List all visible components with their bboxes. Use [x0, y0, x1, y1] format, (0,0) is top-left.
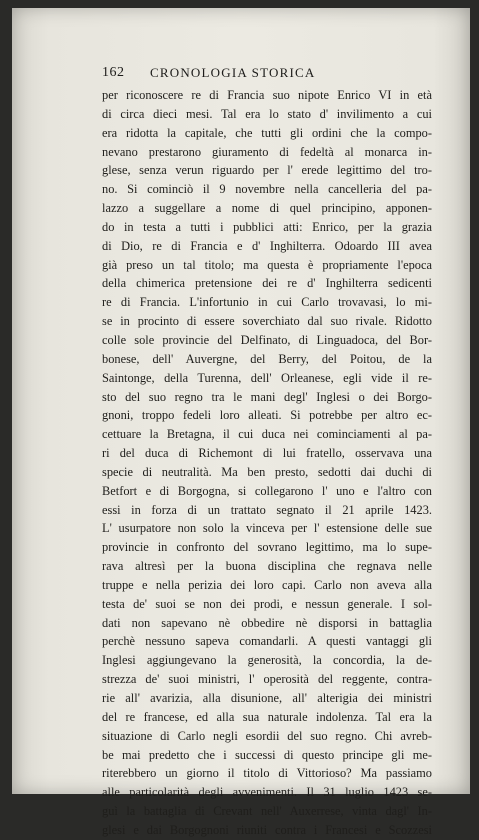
text-line: ri del duca di Richemont di lui fratello, osservava una	[102, 446, 432, 461]
text-line: dati non sapevano nè obbedire nè disporsi in battaglia	[102, 615, 432, 630]
text-line: se in procinto di essere soverchiato dal suo rivale. Ridotto	[102, 314, 432, 329]
text-line: truppe e nella perizia dei loro capi. Carlo non aveva alla	[102, 577, 432, 592]
text-line: lazzo a suggellare a nome di quel principino, apponen-	[102, 201, 432, 216]
text-line: perchè nessuno sapeva comandarli. A questi vantaggi gli	[102, 634, 432, 649]
text-line: testa de' suoi se non dei prodi, e nessun generale. I sol-	[102, 596, 432, 611]
text-line: situazione di Carlo negli esordii del suo regno. Chi avreb-	[102, 728, 432, 743]
text-line: glesi e dai Borgognoni riuniti contra i Francesi e Scozzesi	[102, 822, 432, 837]
text-line: per riconoscere re di Francia suo nipote Enrico VI in età	[102, 88, 432, 102]
text-line: di Dio, re di Francia e d' Inghilterra. Odoardo III avea	[102, 238, 432, 253]
text-line: Inglesi aggiungevano la generosità, la concordia, la de-	[102, 653, 432, 668]
page-number: 162	[102, 65, 125, 80]
text-line: era ridotta la capitale, che tutti gli ordini che la compo-	[102, 125, 432, 140]
text-line: riterebbero un giorno il titolo di Vittorioso? Ma passiamo	[102, 766, 432, 781]
text-line: Saintonge, della Turenna, dell' Orleanese, egli vide il re-	[102, 370, 432, 385]
text-line: guì la battaglia di Crevant nell' Auxerrese, vinta dagl' In-	[102, 804, 432, 819]
text-line: re di Francia. L'infortunio in cui Carlo trovavasi, lo mi-	[102, 295, 432, 310]
text-line: di circa dieci mesi. Tal era lo stato d' invilimento a cui	[102, 106, 432, 121]
page-header	[102, 65, 392, 83]
text-line: sto del suo regno tra le mani degl' Inglesi o dei Borgo-	[102, 389, 432, 404]
text-line: colle sole provincie del Delfinato, di Linguadoca, del Bor-	[102, 332, 432, 347]
text-line: glese, senza verun riguardo per l' erede legittimo del tro-	[102, 163, 432, 178]
text-line: provincie in confronto del sovrano legittimo, ma lo supe-	[102, 540, 432, 555]
running-title: CRONOLOGIA STORICA	[150, 65, 316, 80]
body-text	[102, 86, 432, 840]
text-line: rie all' avarizia, alla disunione, all' alterigia dei ministri	[102, 691, 432, 705]
text-line: gnoni, troppo fedeli loro alleati. Si potrebbe per altro ec-	[102, 408, 432, 423]
text-line: do in testa a tutti i pubblici atti: Enrico, per la grazia	[102, 219, 432, 234]
text-line: specie di neutralità. Ma ben presto, sedotti dai duchi di	[102, 464, 432, 479]
text-line: be mai predetto che i successi di questo principe gli me-	[102, 747, 432, 762]
text-line: del re francese, ed alla sua naturale indolenza. Tal era la	[102, 709, 432, 724]
text-line: della chimerica pretensione dei re d' Inghilterra sedicenti	[102, 276, 432, 291]
text-line: nevano prestarono giuramento di fedeltà al monarca in-	[102, 144, 432, 159]
text-line: già preso un tal titolo; ma questa è propriamente l'epoca	[102, 257, 432, 272]
text-line: essi in forza di un trattato segnato il 21 aprile 1423.	[102, 502, 432, 517]
text-line: alle particolarità degli avvenimenti. Il 31 luglio 1423 se-	[102, 785, 432, 800]
text-line: cettuare la Bretagna, il cui duca nei cominciamenti al pa-	[102, 427, 432, 442]
text-line: strezza de' suoi ministri, l' operosità del reggente, contra-	[102, 672, 432, 687]
text-line: rava altresì per la buona disciplina che regnava nelle	[102, 559, 432, 574]
text-line: no. Si cominciò il 9 novembre nella cancelleria del pa-	[102, 182, 432, 197]
text-line: Betfort e di Borgogna, si collegarono l' uno e l'altro con	[102, 483, 432, 498]
text-line: L' usurpatore non solo la vinceva per l' estensione delle sue	[102, 521, 432, 536]
text-line: bonese, dell' Auvergne, del Berry, del Poitou, de la	[102, 351, 432, 366]
